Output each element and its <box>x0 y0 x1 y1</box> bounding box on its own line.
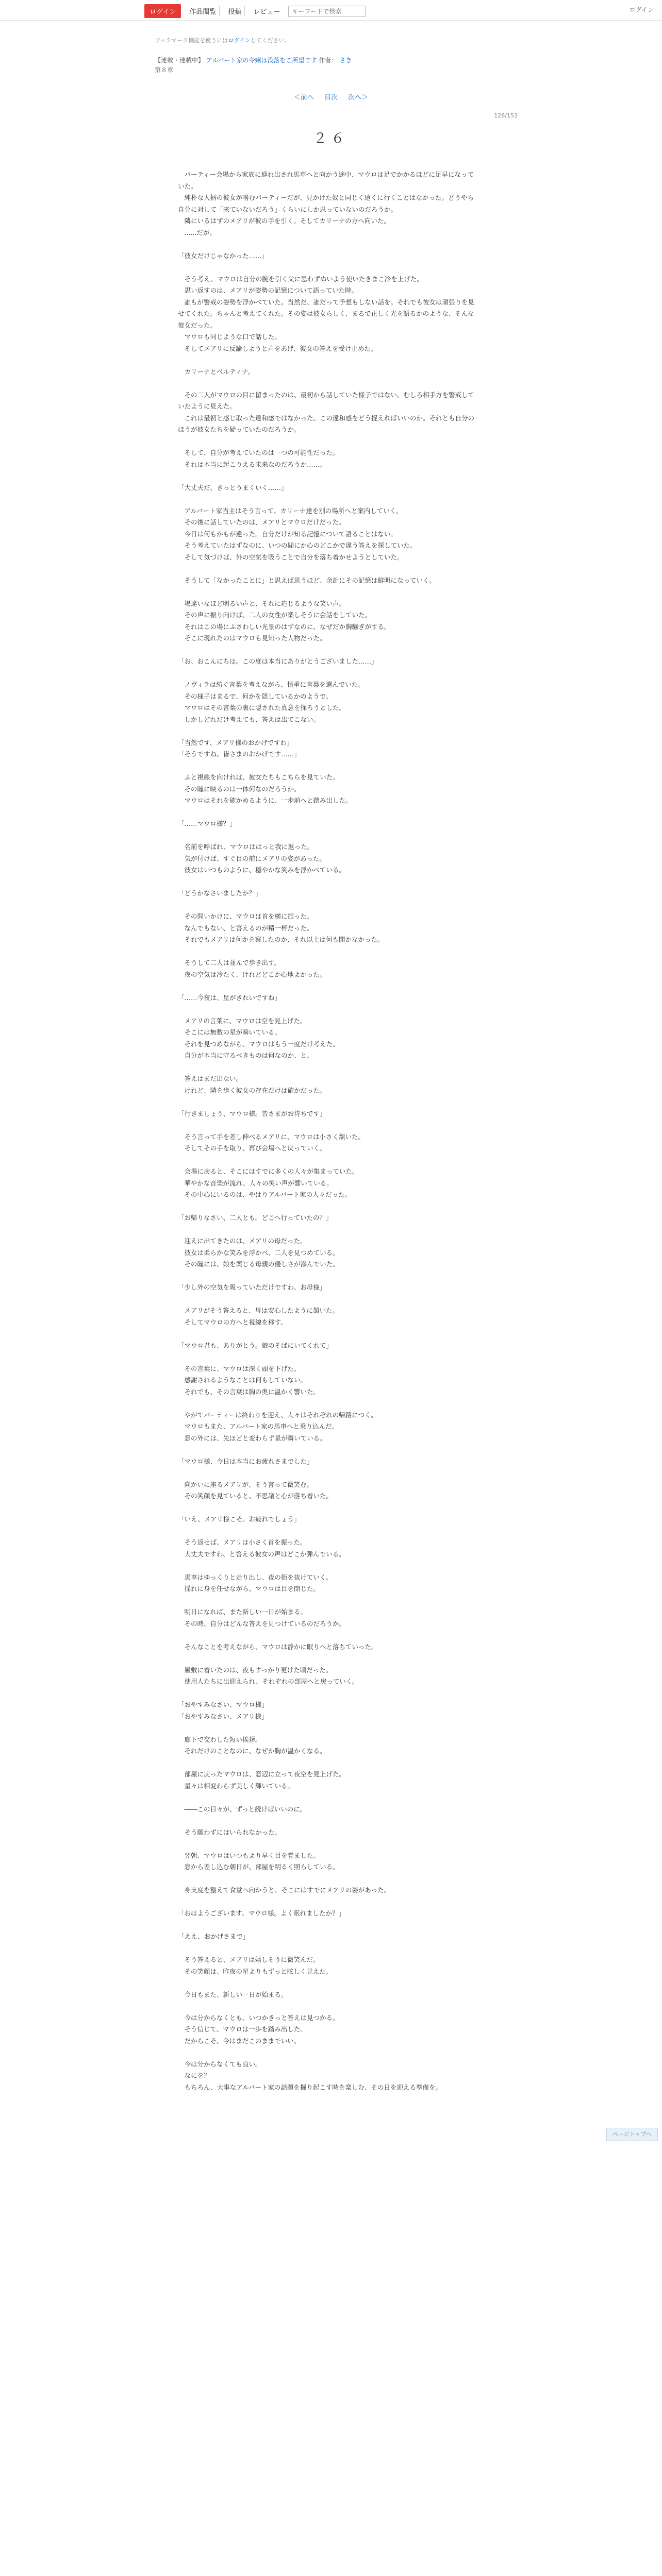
novel-paragraph <box>178 1062 477 1074</box>
novel-paragraph: 今は分からなくとも、いつかきっと答えは見つかる。 <box>178 2013 339 2022</box>
novel-paragraph: 自分が本当に守るべきものは何なのか、と。 <box>178 1052 313 1059</box>
chapter-section: 第８章 <box>155 66 174 74</box>
novel-paragraph <box>178 876 477 888</box>
novel-paragraph: マウロも同じような口で話した。 <box>178 333 282 341</box>
novel-paragraph <box>178 830 477 842</box>
novel-paragraph: ふと視線を向ければ、彼女たちもこちらを見ていた。 <box>178 773 339 781</box>
novel-paragraph <box>178 1595 477 1607</box>
novel-paragraph <box>178 1328 477 1340</box>
novel-paragraph: その二人がマウロの目に留まったのは、最初から話していた様子ではない。むしろ相手方を警戒していたように見えた。 <box>178 391 475 410</box>
novel-paragraph: その中心にいるのは、やはりアルバート家の人々だった。 <box>178 1191 352 1198</box>
novel-paragraph: 「大丈夫だ、きっとうまくいく……」 <box>178 483 288 492</box>
novel-paragraph: ......だが。 <box>178 228 216 236</box>
novel-paragraph: 今日もまた、新しい一日が始まる。 <box>178 1990 288 1998</box>
novel-paragraph: その瞳には、娘を案じる母親の優しさが滲んでいた。 <box>178 1260 339 1268</box>
novel-paragraph: その笑顔を見ていると、不思議と心が落ち着いた。 <box>178 1492 333 1500</box>
novel-paragraph: 「どうかなさいましたか？」 <box>178 889 262 897</box>
header-nav <box>144 4 366 18</box>
novel-paragraph: その声に振り向けば、二人の女性が楽しそうに会話をしていた。 <box>178 611 372 619</box>
novel-paragraph <box>178 1688 477 1700</box>
novel-paragraph: その時、自分はどんな答えを見つけているのだろうか。 <box>178 1619 346 1628</box>
novel-paragraph <box>178 470 477 482</box>
novel-paragraph: 廊下で交わした短い挨拶。 <box>178 1735 262 1743</box>
novel-paragraph: 「マウロ君も、ありがとう。娘のそばにいてくれて」 <box>178 1341 333 1349</box>
novel-paragraph: 思い返すのは、メアリが姿勢の記憶について語っていた時。 <box>178 286 358 294</box>
novel-paragraph: 会場に戻ると、そこにはすでに多くの人々が集まっていた。 <box>178 1167 359 1175</box>
novel-paragraph: そう返せば、メアリは小さく首を振った。 <box>178 1538 307 1546</box>
novel-paragraph: 「……今夜は、星がきれいですね」 <box>178 993 282 1002</box>
series-label: 【連載・連載中】 <box>155 57 205 64</box>
novel-paragraph: 迎えに出てきたのは、メアリの母だった。 <box>178 1237 307 1245</box>
novel-paragraph <box>178 1526 477 1537</box>
novel-paragraph <box>178 1004 477 1015</box>
novel-paragraph <box>178 1096 477 1108</box>
novel-body <box>178 169 477 2093</box>
nav-post[interactable]: 投稿 <box>225 6 245 16</box>
novel-paragraph <box>178 1444 477 1456</box>
novel-paragraph: 彼女はいつものように、穏やかな笑みを浮かべている。 <box>178 866 346 874</box>
novel-paragraph: 「少し外の空気を吸っていただけですわ、お母様」 <box>178 1283 326 1291</box>
novel-paragraph <box>178 1977 477 1989</box>
novel-paragraph: 華やかな音楽が流れ、人々の笑い声が響いている。 <box>178 1179 333 1187</box>
header-login-link[interactable]: ログイン <box>629 6 654 13</box>
novel-paragraph: パーティー会場から家族に連れ出され馬車へと向かう途中、マウロは足でかかるほどに足早になっていた。 <box>178 171 474 190</box>
novel-paragraph: その瞳に映るのは一体何なのだろうか。 <box>178 785 301 793</box>
novel-paragraph: もちろん、大事なアルバート家の話題を掘り起こす時を楽しむ、その日を迎える準備を。 <box>178 2083 442 2091</box>
novel-paragraph <box>178 725 477 737</box>
novel-paragraph: 「行きましょう、マウロ様。皆さまがお待ちです」 <box>178 1109 326 1117</box>
novel-paragraph: それでも、その言葉は胸の奥に温かく響いた。 <box>178 1387 320 1396</box>
novel-paragraph: そう信じて、マウロは一歩を踏み出した。 <box>178 2025 307 2033</box>
login-button[interactable]: ログイン <box>144 4 181 18</box>
novel-paragraph: マウロもまた、アルバート家の馬車へと乗り込んだ。 <box>178 1422 339 1430</box>
novel-paragraph: 窓の外には、先ほどと変わらず星が瞬いている。 <box>178 1434 326 1442</box>
novel-paragraph: そうして二人は並んで歩き出す。 <box>178 959 281 967</box>
site-header <box>0 0 662 21</box>
novel-paragraph: 揺れに身を任せながら、マウロは目を閉じた。 <box>178 1585 320 1592</box>
novel-paragraph: 「……マウロ様？」 <box>178 820 236 827</box>
novel-paragraph <box>178 494 477 505</box>
novel-paragraph: しかしどれだけ考えても、答えは出てこない。 <box>178 715 320 723</box>
novel-paragraph <box>178 1270 477 1282</box>
page-top-button[interactable]: ページトップへ <box>606 2128 658 2141</box>
novel-paragraph <box>178 1722 477 1734</box>
nav-browse[interactable]: 作品閲覧 <box>186 6 220 16</box>
novel-paragraph: その後に話していたのは、メアリとマウロだけだった。 <box>178 518 345 526</box>
novel-paragraph: 使用人たちに出迎えられ、それぞれの部屋へと戻っていく。 <box>178 1677 359 1685</box>
novel-paragraph: 馬車はゆっくりと走り出し、夜の街を抜けていく。 <box>178 1573 333 1581</box>
novel-paragraph <box>178 1630 477 1641</box>
novel-paragraph <box>178 586 477 598</box>
novel-paragraph: 部屋に戻ったマウロは、窓辺に立って夜空を見上げた。 <box>178 1770 346 1778</box>
novel-paragraph: その様子はまるで、何かを隠しているかのようで。 <box>178 692 333 700</box>
novel-paragraph: アルバート家当主はそう言って、カリーナ達を別の場所へと案内していく。 <box>178 506 403 515</box>
pager-top <box>0 92 662 101</box>
novel-paragraph: 「お帰りなさい、二人とも。どこへ行っていたの？」 <box>178 1214 333 1222</box>
novel-paragraph: 「彼女だけじゃなかった……」 <box>178 251 269 260</box>
novel-paragraph: 今は分からなくても良い。 <box>178 2060 262 2068</box>
novel-paragraph <box>178 760 477 772</box>
series-info <box>155 56 485 75</box>
novel-paragraph <box>178 262 477 274</box>
novel-paragraph: 純朴な人柄の彼女が嗜むパーティーだが、見かけた奴と同じく遠くに行くことはなかった。どうやら自分に対して「来ていないだろう」くらいにしか思っていないのだろうか。 <box>178 194 474 213</box>
chapter-title: ２６ <box>313 131 349 146</box>
novel-paragraph: 身支度を整えて食堂へ向かうと、そこにはすでにメアリの姿があった。 <box>178 1886 391 1894</box>
novel-paragraph: 答えはまだ出ない。 <box>178 1075 243 1082</box>
novel-paragraph: けれど、隣を歩く彼女の存在だけは確かだった。 <box>178 1086 326 1094</box>
novel-paragraph: ――この日々が、ずっと続けばいいのに。 <box>178 1805 307 1813</box>
prev-link[interactable]: ＜前へ <box>293 94 314 101</box>
author-label: 作者： <box>319 57 338 64</box>
novel-paragraph: そしてマウロの方へと視線を移す。 <box>178 1318 287 1326</box>
novel-paragraph: 向かいに座るメアリが、そう言って微笑む。 <box>178 1480 313 1488</box>
novel-paragraph: 「そうですね、皆さまのおかげです……」 <box>178 750 301 758</box>
novel-paragraph <box>178 1920 477 1931</box>
toc-link[interactable]: 目次 <box>324 94 338 101</box>
novel-paragraph: 名前を呼ばれ、マウロははっと我に返った。 <box>178 843 314 851</box>
novel-paragraph: 夜の空気は冷たく、けれどどこか心地よかった。 <box>178 970 326 978</box>
novel-paragraph: 窓から差し込む朝日が、部屋を明るく照らしている。 <box>178 1863 339 1871</box>
novel-paragraph <box>178 1155 477 1166</box>
novel-paragraph: そう答えると、メアリは嬉しそうに微笑んだ。 <box>178 1956 320 1963</box>
novel-paragraph: 「マウロ様、今日は本当にお疲れさまでした」 <box>178 1457 313 1465</box>
novel-paragraph: これは最初と感じ取った違和感ではなかった。この違和感をどう捉えればいいのか。それとも自分のほうが彼女たちを疑っていたのだろうか。 <box>178 414 475 433</box>
novel-paragraph <box>178 563 477 575</box>
novel-paragraph <box>178 1120 477 1131</box>
novel-paragraph: そう言って手を差し伸べるメアリに、マウロは小さく頷いた。 <box>178 1132 365 1141</box>
novel-paragraph: 明日になれば、また新しい一日が始まる。 <box>178 1608 307 1616</box>
novel-paragraph <box>178 1560 477 1572</box>
novel-paragraph: 「おはようございます、マウロ様。よく眠れましたか？」 <box>178 1909 345 1917</box>
page-number: 128/153 <box>494 112 518 119</box>
novel-paragraph: なにを？ <box>178 2072 210 2079</box>
novel-paragraph: それを見つめながら、マウロはもう一度だけ考えた。 <box>178 1040 339 1048</box>
novel-paragraph: 今日は何もかもが違った。自分だけが知る記憶について語ることはない。 <box>178 530 397 538</box>
novel-paragraph: そんなことを考えながら、マウロは静かに眠りへと落ちていった。 <box>178 1642 378 1651</box>
notice-login-link[interactable]: ログイン <box>228 37 251 44</box>
next-link[interactable]: 次へ＞ <box>348 94 369 101</box>
novel-paragraph: それでもメアリは何かを察したのか、それ以上は何も聞かなかった。 <box>178 936 384 943</box>
novel-paragraph: ノヴィラは紡ぐ言葉を考えながら、慎重に言葉を選んでいた。 <box>178 681 365 688</box>
novel-paragraph: その言葉に、マウロは深く頭を下げた。 <box>178 1364 301 1372</box>
novel-paragraph: 「いえ、メアリ様こそ。お疲れでしょう」 <box>178 1515 301 1523</box>
novel-paragraph: そう考えていたはずなのに、いつの間にか心のどこかで違う答えを探していた。 <box>178 541 417 549</box>
novel-paragraph <box>178 900 477 911</box>
novel-paragraph <box>178 378 477 389</box>
novel-paragraph <box>178 1653 477 1665</box>
novel-paragraph: そこに現れたのはマウロも見知った人物だった。 <box>178 634 326 642</box>
novel-paragraph: 感謝されるようなことは何もしていない。 <box>178 1376 307 1384</box>
novel-paragraph: そう考え、マウロは自分の腕を引く父に思わずぬいよう使いたきまこ冷を上げた。 <box>178 275 423 283</box>
novel-paragraph: カリーナとベルティナ。 <box>178 367 255 376</box>
novel-paragraph: そしてメアリに反論しようと声をあげ、彼女の答えを受け止めた。 <box>178 344 377 352</box>
novel-paragraph: そしてその手を取り、再び会場へと戻っていく。 <box>178 1144 326 1152</box>
bookmark-notice <box>155 36 290 44</box>
novel-paragraph <box>178 946 477 958</box>
novel-paragraph: メアリの言葉に、マウロは空を見上げた。 <box>178 1016 307 1025</box>
novel-paragraph: やがてパーティーは終わりを迎え、人々はそれぞれの帰路につく。 <box>178 1411 377 1419</box>
novel-paragraph <box>178 1467 477 1479</box>
novel-paragraph: 隣にいるはずのメアリが彼の手を引く。そしてカリーナの方へ向いた。 <box>178 217 390 225</box>
novel-paragraph <box>178 1398 477 1410</box>
novel-paragraph <box>178 807 477 819</box>
novel-paragraph <box>178 2047 477 2059</box>
novel-paragraph: それだけのことなのに、なぜか胸が温かくなる。 <box>178 1747 326 1755</box>
author-link[interactable]: さき <box>339 57 352 64</box>
novel-paragraph <box>178 1896 477 1908</box>
novel-paragraph <box>178 436 477 448</box>
novel-paragraph: そうして「なかったことに」と思えば思うほど、余計にその記憶は鮮明になっていく。 <box>178 576 436 584</box>
novel-paragraph: なんでもない、と答えるのが精一杯だった。 <box>178 924 313 932</box>
novel-paragraph <box>178 1351 477 1363</box>
novel-paragraph: それは本当に起こりえる未来なのだろうか……。 <box>178 460 326 468</box>
novel-paragraph: 屋敷に着いたのは、夜もすっかり更けた頃だった。 <box>178 1666 333 1674</box>
novel-paragraph <box>178 1757 477 1769</box>
novel-paragraph <box>178 239 477 250</box>
novel-paragraph: 翌朝、マウロはいつもより早く目を覚ました。 <box>178 1851 320 1859</box>
novel-paragraph <box>178 980 477 992</box>
novel-paragraph: そして、自分が考えていたのは一つの可能性だった。 <box>178 449 339 456</box>
series-title-link[interactable]: アルバート家の令嬢は没落をご所望です <box>206 57 317 64</box>
novel-paragraph <box>178 1873 477 1885</box>
novel-paragraph <box>178 354 477 366</box>
novel-paragraph <box>178 1792 477 1804</box>
search-input[interactable] <box>288 6 366 17</box>
novel-paragraph: そこには無数の星が瞬いている。 <box>178 1028 282 1036</box>
novel-paragraph: 彼女は柔らかな笑みを浮かべ、二人を見つめている。 <box>178 1248 339 1257</box>
novel-paragraph: メアリがそう答えると、母は安心したように頷いた。 <box>178 1307 339 1314</box>
novel-paragraph: その問いかけに、マウロは首を横に振った。 <box>178 912 313 920</box>
novel-paragraph: それはこの場にふさわしい光景のはずなのに、なぜだか胸騒ぎがする。 <box>178 622 391 631</box>
novel-paragraph: 場違いなほど明るい声と、それに応じるような笑い声。 <box>178 599 346 607</box>
novel-paragraph: そう願わずにはいられなかった。 <box>178 1828 282 1836</box>
novel-paragraph: 星々は相変わらず美しく輝いている。 <box>178 1782 294 1790</box>
novel-paragraph: 「おやすみなさい、メアリ様」 <box>178 1712 268 1720</box>
novel-paragraph: マウロはその言葉の裏に隠された真意を探ろうとした。 <box>178 704 346 711</box>
notice-prefix: ブックマーク機能を使うには <box>155 37 228 44</box>
novel-paragraph <box>178 1201 477 1213</box>
novel-paragraph: 「おやすみなさい、マウロ様」 <box>178 1701 269 1708</box>
novel-paragraph <box>178 2001 477 2012</box>
novel-paragraph: 「お、おこんにちは。この度は本当にありがとうございました……」 <box>178 657 378 665</box>
novel-paragraph <box>178 1294 477 1306</box>
novel-paragraph <box>178 1502 477 1514</box>
novel-paragraph <box>178 1815 477 1827</box>
novel-paragraph <box>178 1943 477 1955</box>
novel-paragraph: そして気づけば、外の空気を吸うことで自分を落ち着かせようとしていた。 <box>178 553 404 561</box>
novel-paragraph <box>178 1224 477 1236</box>
novel-paragraph: 大丈夫ですわ、と答える彼女の声はどこか弾んでいる。 <box>178 1550 345 1558</box>
novel-paragraph: 「ええ、おかげさまで」 <box>178 1933 250 1940</box>
novel-paragraph <box>178 645 477 656</box>
novel-paragraph: 気が付けば、すぐ目の前にメアリの姿があった。 <box>178 854 326 862</box>
novel-paragraph <box>178 668 477 680</box>
novel-paragraph: だからこそ、今はまだこのままでいい。 <box>178 2037 301 2045</box>
notice-suffix: してください。 <box>250 37 290 44</box>
novel-paragraph: 「当然です、メアリ様のおかげですわ」 <box>178 738 293 747</box>
novel-paragraph: その笑顔は、昨夜の星よりもずっと眩しく見えた。 <box>178 1967 333 1975</box>
nav-review[interactable]: レビュー <box>253 8 280 16</box>
novel-paragraph: マウロはそれを確かめるように、一歩前へと踏み出した。 <box>178 796 352 804</box>
novel-paragraph: 誰もが警戒の姿勢を浮かべていた。当然だ、誰だって予想もしない話を。それでも彼女は頑張りを見せてくれた。ちゃんと考えてくれた。その姿は彼女らしく、まるで正しく光を語るかのような、そんな彼女だった。 <box>178 298 475 329</box>
novel-paragraph <box>178 1838 477 1850</box>
